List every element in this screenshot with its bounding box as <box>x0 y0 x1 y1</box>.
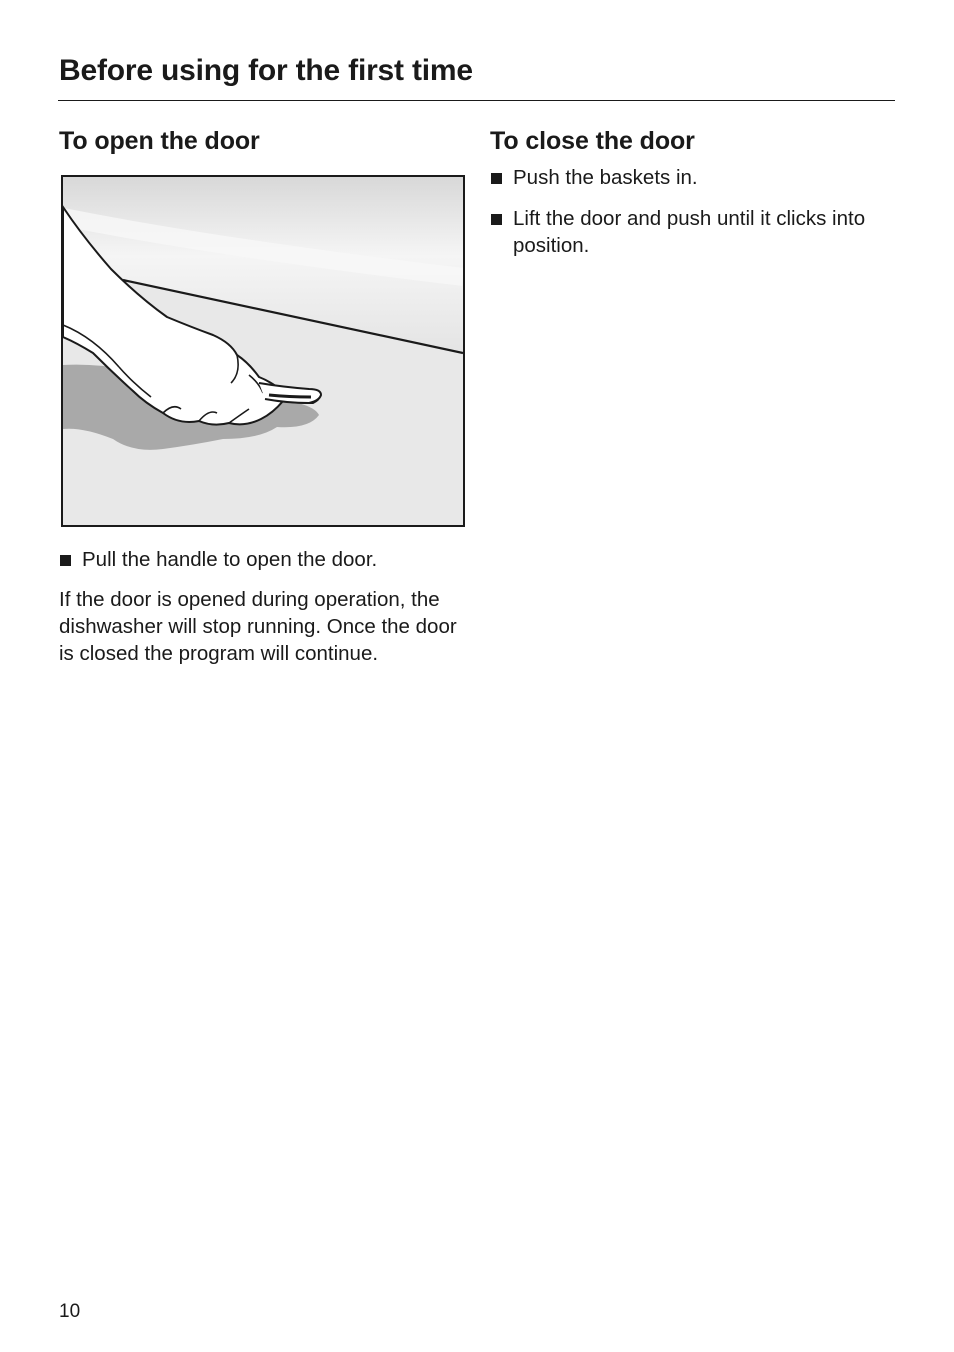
close-door-section <box>490 124 900 273</box>
square-bullet-icon <box>491 214 502 225</box>
close-door-instructions <box>490 164 900 259</box>
open-door-heading: To open the door <box>59 127 260 155</box>
open-door-step <box>59 546 463 573</box>
page-number: 10 <box>59 1301 81 1322</box>
open-door-instructions <box>59 546 463 667</box>
hand-pulling-handle-icon <box>63 177 463 525</box>
close-door-step <box>490 164 900 191</box>
close-door-step-text: Lift the door and push until it clicks into position. <box>513 207 866 257</box>
title-divider <box>58 100 895 101</box>
open-door-note: If the door is opened during operation, the dishwasher will stop running. Once the door is closed the program will continue. <box>59 588 457 665</box>
square-bullet-icon <box>60 555 71 566</box>
open-door-step-text: Pull the handle to open the door. <box>82 548 378 571</box>
close-door-step-text: Push the baskets in. <box>513 166 698 189</box>
open-door-illustration <box>61 175 465 527</box>
square-bullet-icon <box>491 173 502 184</box>
close-door-heading: To close the door <box>490 127 695 155</box>
open-door-section <box>59 124 463 665</box>
close-door-step <box>490 205 900 259</box>
page-title: Before using for the first time <box>59 54 473 87</box>
